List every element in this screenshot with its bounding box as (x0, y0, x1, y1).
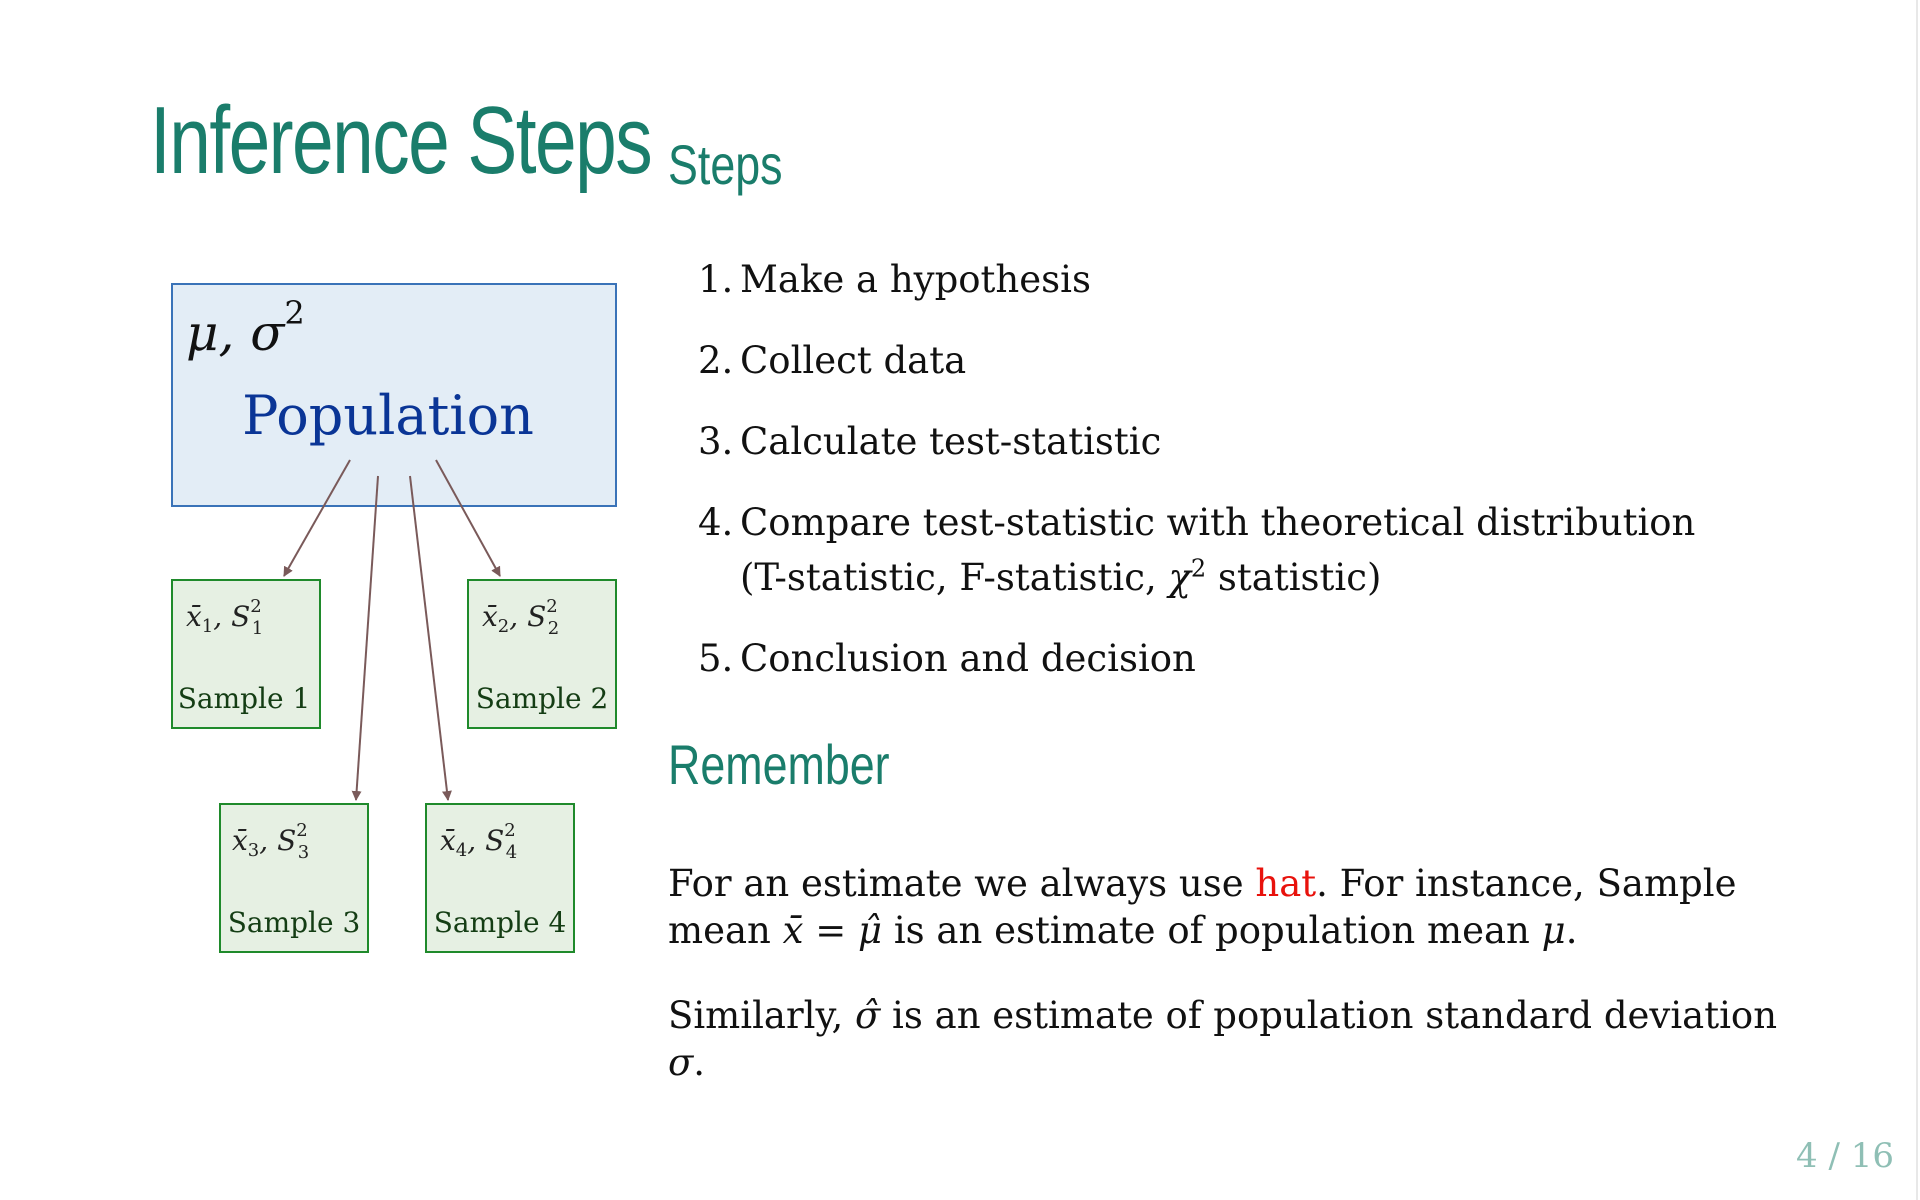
sample-3-stats: $x̄_3$, $S^2$ 3 (232, 820, 310, 863)
sample-box-2 (468, 580, 616, 728)
remember-paragraph-1: For an estimate we always use hat. For instance, Sample mean x̄ = μ̂ is an estimate of population mean μ. (668, 862, 1737, 952)
sigma-symbol: σ (668, 1041, 694, 1084)
slide-title: Inference Steps (150, 87, 652, 194)
step-text: Conclusion and decision (740, 637, 1196, 681)
arrow-to-sample-4 (410, 476, 448, 800)
sample-4-label: Sample 4 (433, 906, 567, 939)
remember-paragraph-2: Similarly, σ̂ is an estimate of population standard deviation σ. (668, 994, 1778, 1084)
hat-highlight: hat (1255, 862, 1317, 905)
sample-2-stats: $x̄_2$, $S^2$ 2 (482, 596, 560, 639)
remember-heading: Remember (668, 733, 890, 796)
sample-box-4 (426, 804, 574, 952)
population-params: μ, $\sigma^2$ (186, 294, 305, 362)
sample-box-1 (172, 580, 320, 728)
sampling-diagram (160, 270, 640, 970)
step-item-3 (698, 418, 1848, 465)
step-text: Collect data (740, 339, 967, 382)
step-text: Make a hypothesis (740, 258, 1091, 301)
step-item-4 (698, 499, 1848, 601)
step-text-line2: (T-statistic, F-statistic, $\chi^2$ statistic) (740, 555, 1382, 600)
mu-symbol: μ (1541, 909, 1566, 952)
step-item-2 (698, 337, 1848, 384)
step-text: Calculate test-statistic (740, 420, 1162, 463)
sample-4-stats: $x̄_4$, $S^2$ 4 (440, 820, 518, 863)
step-number: 5. (698, 637, 734, 681)
sample-3-label: Sample 3 (227, 906, 361, 939)
sample-mean-formula: x̄ = μ̂ (782, 909, 883, 952)
steps-list (698, 256, 1848, 716)
chi-symbol: χ (1168, 556, 1191, 600)
sigma-hat-symbol: σ̂ (855, 994, 881, 1037)
population-box (172, 284, 616, 506)
step-number: 4. (698, 501, 734, 544)
population-label: Population (242, 384, 534, 447)
steps-heading: Steps (668, 133, 783, 196)
sample-2-label: Sample 2 (475, 682, 609, 715)
step-item-5 (698, 635, 1848, 682)
step-number: 3. (698, 420, 734, 463)
step-number: 2. (698, 339, 734, 382)
sample-1-label: Sample 1 (177, 682, 311, 715)
sample-1-stats: $x̄_1$, $S^2$ 1 (186, 596, 264, 639)
step-text: Compare test-statistic with theoretical distribution (740, 501, 1696, 544)
step-item-1 (698, 256, 1848, 303)
slide-edge (1916, 0, 1918, 1200)
sample-box-3 (220, 804, 368, 952)
page-number: 4 / 16 (1796, 1136, 1894, 1176)
step-number: 1. (698, 258, 734, 301)
arrow-to-sample-3 (356, 476, 378, 800)
